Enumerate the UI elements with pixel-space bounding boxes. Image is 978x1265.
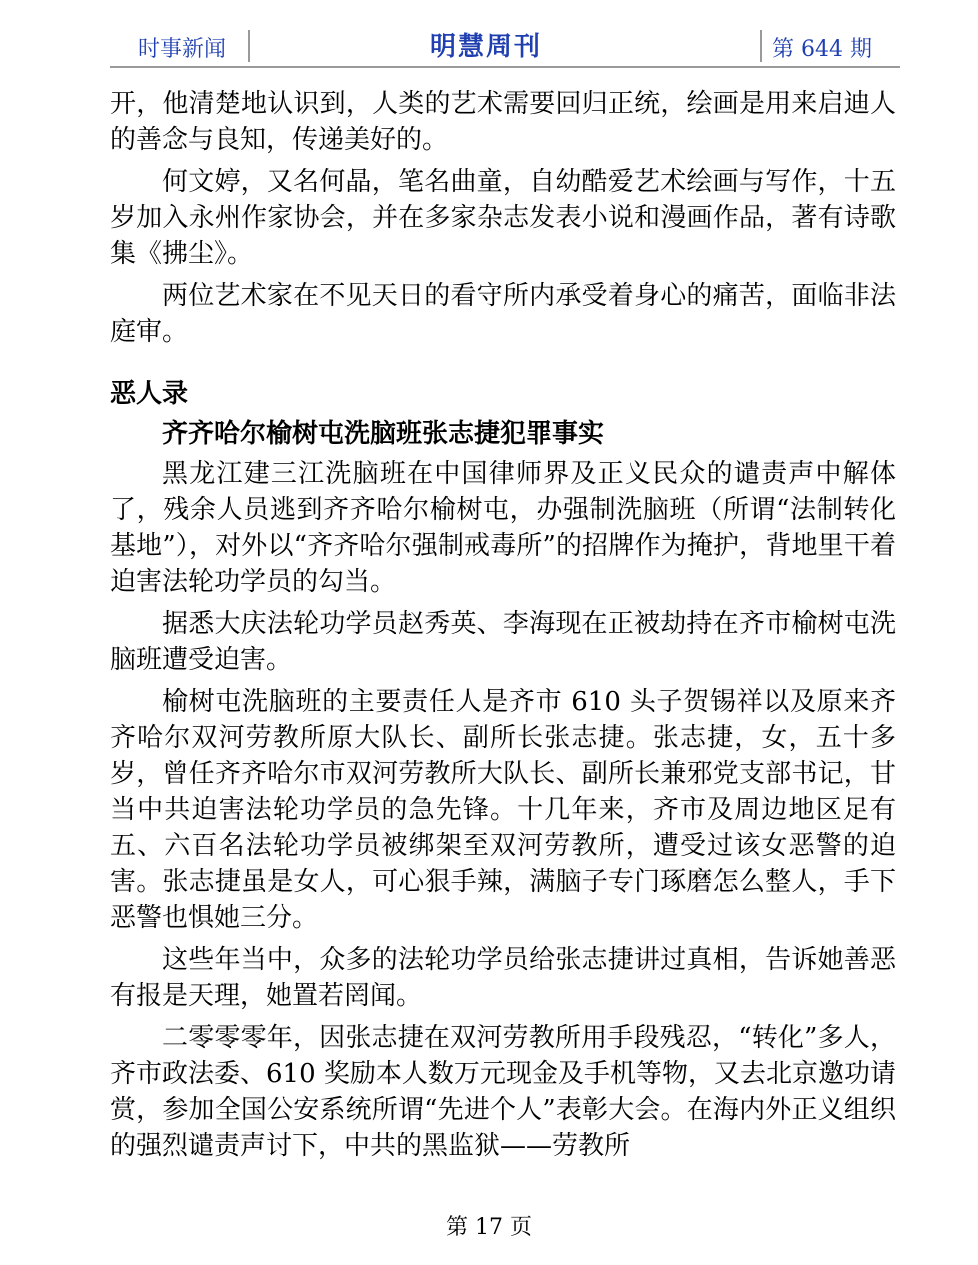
- header-issue-number: 第 644 期: [772, 37, 872, 62]
- page-content: [110, 86, 896, 1170]
- paragraph: 榆树屯洗脑班的主要责任人是齐市 610 头子贺锡祥以及原来齐齐哈尔双河劳教所原大队长、副所长张志捷。张志捷，女，五十多岁，曾任齐齐哈尔市双河劳教所大队长、副所长兼邪党支部书记，甘当中共迫害法轮功学员的急先锋。十几年来，齐市及周边地区足有五、六百名法轮功学员被绑架至双河劳教所，遭受过该女恶警的迫害。张志捷虽是女人，可心狠手辣，满脑子专门琢磨怎么整人，手下恶警也惧她三分。: [110, 687, 896, 933]
- header-section-label: 时事新闻: [138, 37, 227, 62]
- article-title: 齐齐哈尔榆树屯洗脑班张志捷犯罪事实: [162, 419, 605, 449]
- paragraph: 据悉大庆法轮功学员赵秀英、李海现在正被劫持在齐市榆树屯洗脑班遭受迫害。: [110, 609, 896, 675]
- paragraph: 二零零零年，因张志捷在双河劳教所用手段残忍，“转化”多人，齐市政法委、610 奖励本人数万元现金及手机等物，又去北京邀功请赏，参加全国公安系统所谓“先进个人”表彰大会。在海内外正义组织的强烈谴责声讨下，中共的黑监狱——劳教所: [110, 1023, 896, 1161]
- paragraph: 何文婷，又名何晶，笔名曲童，自幼酷爱艺术绘画与写作，十五岁加入永州作家协会，并在多家杂志发表小说和漫画作品，著有诗歌集《拂尘》。: [110, 167, 896, 269]
- header-divider-right: [760, 30, 762, 62]
- page-number: 第 17 页: [446, 1215, 532, 1240]
- header-rule: [110, 66, 900, 68]
- paragraph-continuation: 开，他清楚地认识到，人类的艺术需要回归正统，绘画是用来启迪人的善念与良知，传递美好的。: [110, 89, 896, 155]
- section-heading: 恶人录: [110, 379, 189, 409]
- paragraph: 黑龙江建三江洗脑班在中国律师界及正义民众的谴责声中解体了，残余人员逃到齐齐哈尔榆树屯，办强制洗脑班（所谓“法制转化基地”），对外以“齐齐哈尔强制戒毒所”的招牌作为掩护，背地里干着迫害法轮功学员的勾当。: [110, 459, 896, 597]
- paragraph: 两位艺术家在不见天日的看守所内承受着身心的痛苦，面临非法庭审。: [110, 281, 896, 347]
- page-header: [110, 22, 900, 68]
- header-divider-left: [248, 30, 250, 62]
- paragraph: 这些年当中，众多的法轮功学员给张志捷讲过真相，告诉她善恶有报是天理，她置若罔闻。: [110, 945, 896, 1011]
- header-publication-title: 明慧周刊: [430, 32, 543, 62]
